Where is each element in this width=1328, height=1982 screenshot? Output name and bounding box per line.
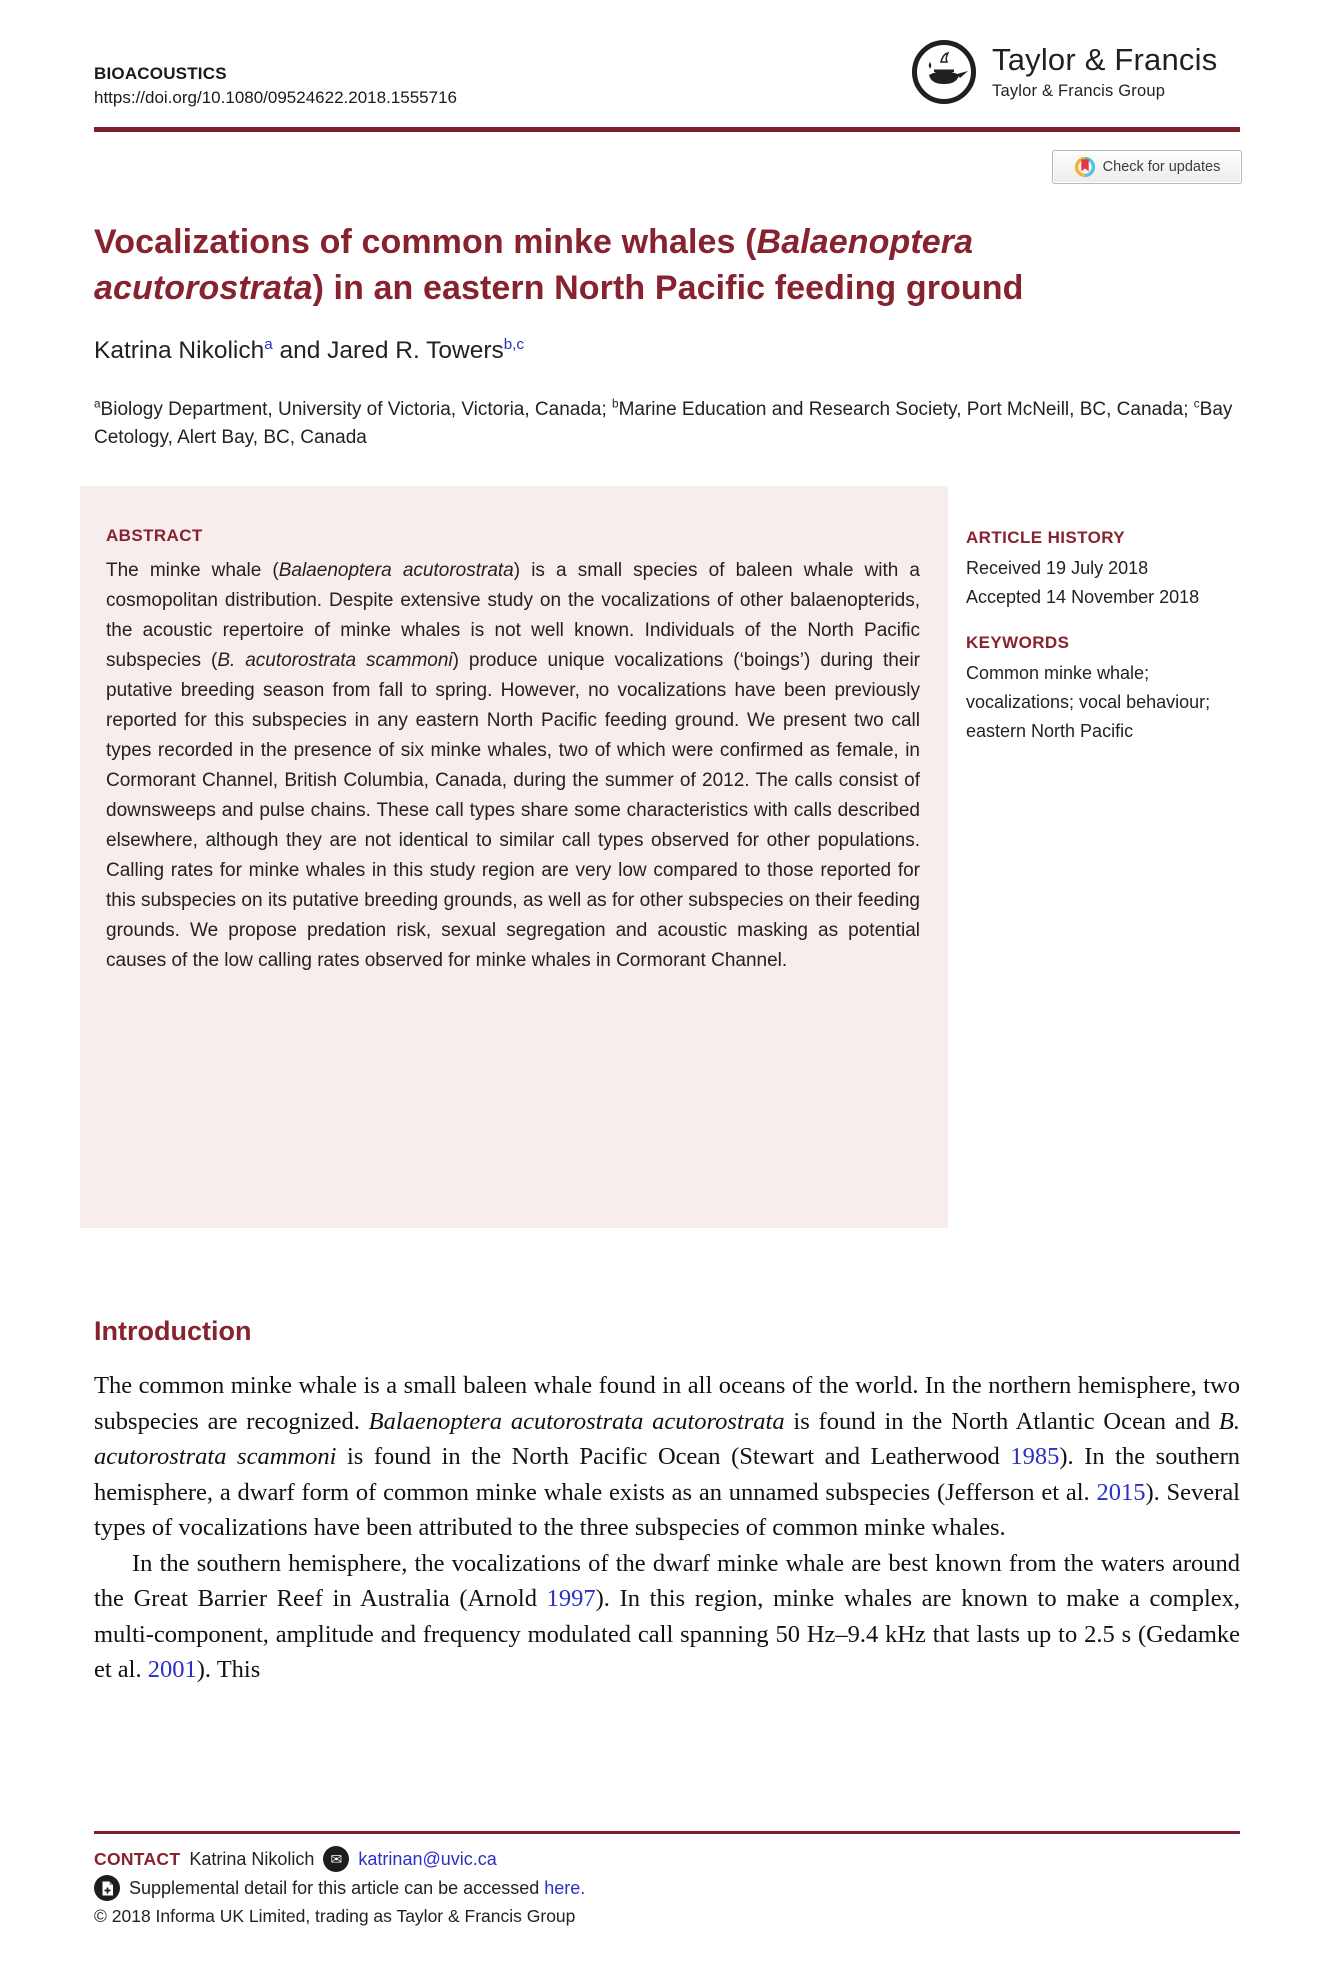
article-meta-column (966, 528, 1248, 746)
supplemental-file-icon (94, 1875, 120, 1901)
journal-name: BIOACOUSTICS (94, 64, 227, 83)
introduction-body (94, 1368, 1240, 1688)
contact-label: CONTACT (94, 1848, 181, 1869)
doi-link[interactable]: https://doi.org/10.1080/09524622.2018.1555716 (94, 88, 457, 107)
received-date: Received 19 July 2018 (966, 558, 1149, 578)
check-for-updates-label: Check for updates (1102, 159, 1221, 175)
introduction-heading: Introduction (94, 1316, 252, 1346)
abstract-box (80, 486, 948, 1228)
contact-name: Katrina Nikolich (189, 1848, 315, 1869)
crossmark-icon (1074, 156, 1096, 178)
intro-paragraph-2: In the southern hemisphere, the vocalizations of the dwarf minke whale are best known from the waters around the Great Barrier Reef in Australia (Arnold 1997). In this region, minke whales are known to make a complex, multi-component, amplitude and frequency modulated call spanning 50 Hz–9.4 kHz that lasts up to 2.5 s (Gedamke et al. 2001). This (94, 1549, 1241, 1683)
taylor-francis-lamp-icon (910, 38, 978, 106)
publisher-logo (910, 38, 1217, 106)
publisher-group: Taylor & Francis Group (992, 82, 1166, 100)
keywords-text: Common minke whale; vocalizations; vocal behaviour; eastern North Pacific (966, 663, 1211, 741)
publisher-name: Taylor & Francis (992, 42, 1218, 77)
intro-paragraph-1: The common minke whale is a small baleen whale found in all oceans of the world. In the northern hemisphere, two subspecies are recognized. Balaenoptera acutorostrata acutorostrata is found in the North Atlantic Ocean and B. acutorostrata scammoni is found in the North Pacific Ocean (Stewart and Leatherwood 1985). In the southern hemisphere, a dwarf form of common minke whale exists as an unnamed subspecies (Jefferson et al. 2015). Several types of vocalizations have been attributed to the three subspecies of common minke whales. (94, 1372, 1241, 1541)
envelope-icon: ✉ (323, 1846, 349, 1872)
contact-row (94, 1845, 497, 1873)
article-history-heading: ARTICLE HISTORY (966, 528, 1126, 547)
supplemental-here-link[interactable]: here. (544, 1877, 586, 1898)
supplemental-row (94, 1874, 585, 1902)
accepted-date: Accepted 14 November 2018 (966, 587, 1200, 607)
footer-rule (94, 1831, 1240, 1834)
contact-email-link[interactable]: katrinan@uvic.ca (358, 1848, 497, 1869)
abstract-heading: ABSTRACT (106, 526, 203, 545)
article-title: Vocalizations of common minke whales (Balaenoptera acutorostrata) in an eastern North Pacific feeding ground (94, 223, 1024, 307)
copyright-line: © 2018 Informa UK Limited, trading as Taylor & Francis Group (94, 1906, 576, 1926)
authors-line: Katrina Nikolich$^a$ and Jared R. Towers$^{b,c}$ (94, 335, 524, 364)
supplemental-text: Supplemental detail for this article can be accessed (129, 1877, 540, 1898)
abstract-text: The minke whale (Balaenoptera acutorostrata) is a small species of baleen whale with a cosmopolitan distribution. Despite extensive study on the vocalizations of other balaenopterids, the acoustic repertoire of minke whales is not well known. Individuals of the North Pacific subspecies (B. acutorostrata scammoni) produce unique vocalizations (‘boings’) during their putative breeding season from fall to spring. However, no vocalizations have been previously reported for this subspecies in any eastern North Pacific feeding ground. We present two call types recorded in the presence of six minke whales, two of which were confirmed as female, in Cormorant Channel, British Columbia, Canada, during the summer of 2012. The calls consist of downsweeps and pulse chains. These call types share some characteristics with calls described elsewhere, although they are not identical to similar call types observed for other populations. Calling rates for minke whales in this study region are very low compared to those reported for this subspecies on its putative breeding grounds, as well as for other subspecies on their feeding grounds. We propose predation risk, sexual segregation and acoustic masking as potential causes of the low calling rates observed for minke whales in Cormorant Channel. (106, 560, 920, 971)
header-rule (94, 127, 1240, 132)
keywords-heading: KEYWORDS (966, 633, 1070, 652)
affiliations: $^a$Biology Department, University of Victoria, Victoria, Canada; $^b$Marine Education and Research Society, Port McNeill, BC, Canada; $^c$Bay Cetology, Alert Bay, BC, Canada (94, 397, 1233, 448)
check-for-updates-button[interactable] (1052, 150, 1242, 184)
